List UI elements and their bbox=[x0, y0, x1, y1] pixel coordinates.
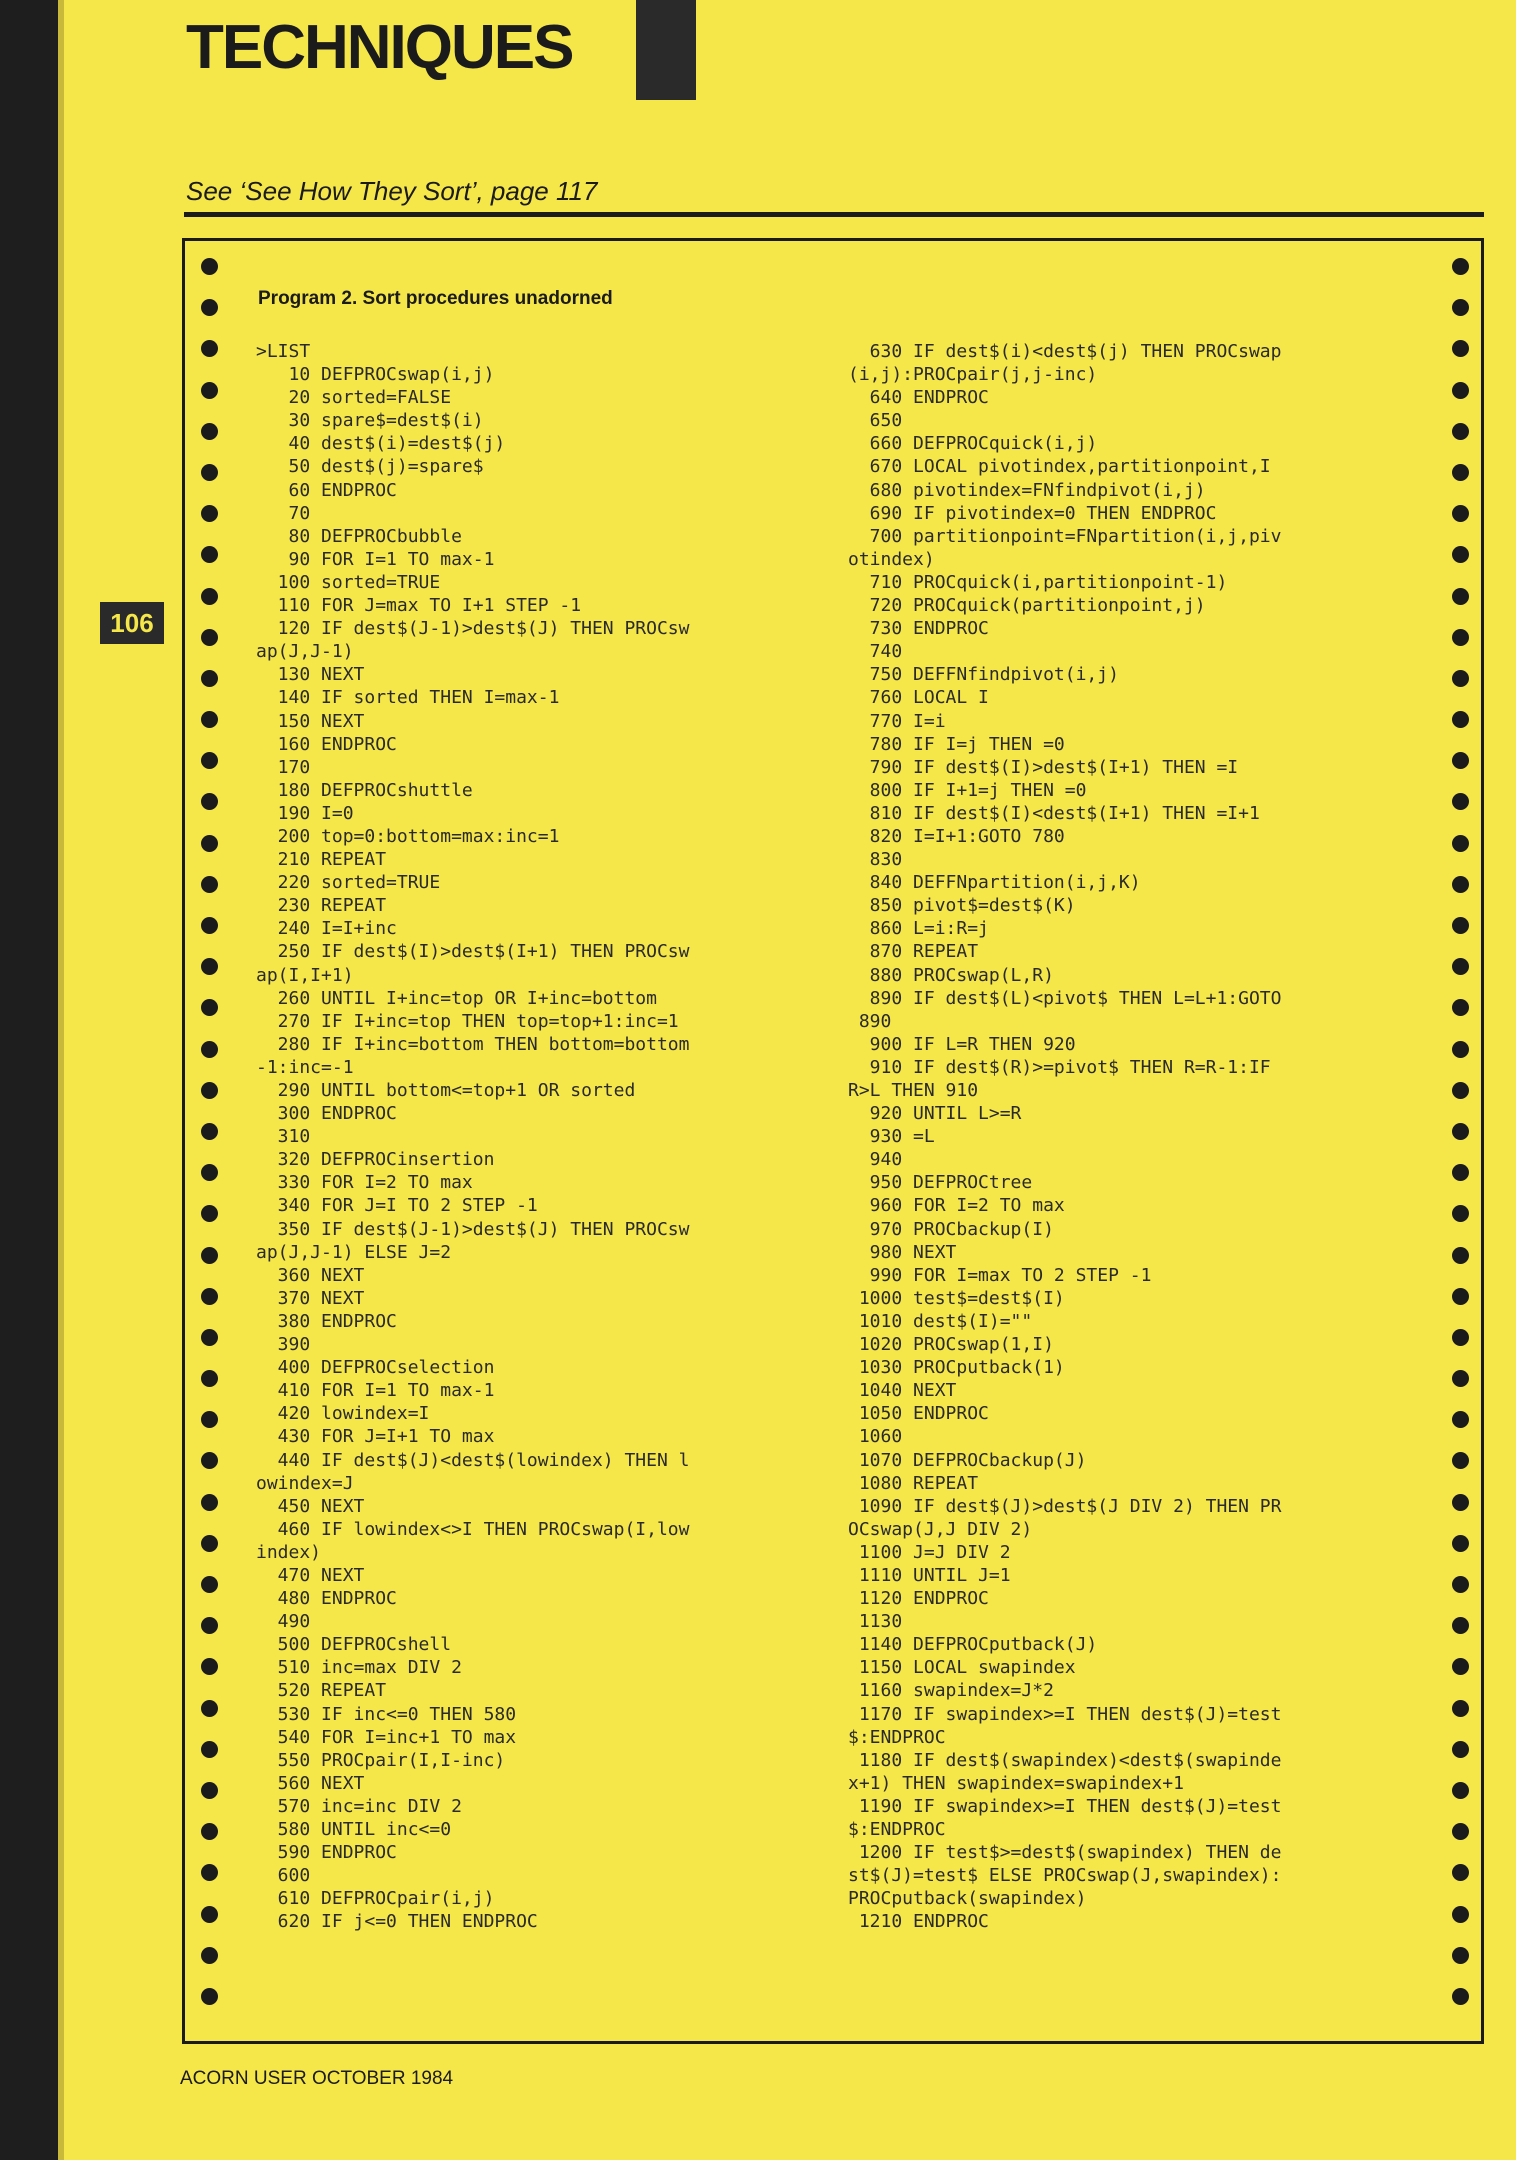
code-line: 210 REPEAT bbox=[256, 849, 387, 871]
program-title: Program 2. Sort procedures unadorned bbox=[258, 288, 613, 309]
code-line: PROCputback(swapindex) bbox=[848, 1888, 1087, 1910]
listing-left-column bbox=[256, 340, 689, 1933]
code-line: 100 sorted=TRUE bbox=[256, 571, 441, 593]
listing-right-column bbox=[848, 340, 1281, 1933]
tractor-hole bbox=[1452, 1823, 1469, 1840]
code-line: 920 UNTIL L>=R bbox=[848, 1103, 1022, 1125]
code-line: 290 UNTIL bottom<=top+1 OR sorted bbox=[256, 1080, 636, 1101]
code-line: 10 DEFPROCswap(i,j) bbox=[256, 364, 495, 386]
book-spine bbox=[0, 0, 58, 2160]
tractor-hole bbox=[1452, 258, 1469, 275]
tractor-hole bbox=[201, 546, 218, 563]
code-line: 690 IF pivotindex=0 THEN ENDPROC bbox=[848, 502, 1217, 524]
code-line: 510 inc=max DIV 2 bbox=[256, 1657, 462, 1679]
code-line: 60 ENDPROC bbox=[256, 479, 397, 501]
tractor-hole bbox=[201, 1864, 218, 1881]
code-line: 470 NEXT bbox=[256, 1564, 365, 1586]
code-line: 890 bbox=[848, 1010, 892, 1032]
code-line: 1120 ENDPROC bbox=[848, 1588, 989, 1610]
tractor-hole bbox=[201, 793, 218, 810]
tractor-hole bbox=[201, 423, 218, 440]
code-line: 970 PROCbackup(I) bbox=[848, 1218, 1054, 1240]
code-line: 1000 test$=dest$(I) bbox=[848, 1287, 1065, 1309]
tractor-hole bbox=[1452, 1452, 1469, 1469]
code-line: 1100 J=J DIV 2 bbox=[848, 1541, 1011, 1563]
header-rule bbox=[184, 212, 1484, 217]
code-line: 520 REPEAT bbox=[256, 1680, 387, 1702]
page-number-tab: 106 bbox=[100, 602, 164, 644]
tractor-hole bbox=[1452, 1864, 1469, 1881]
code-line: 400 DEFPROCselection bbox=[256, 1357, 495, 1379]
tractor-hole bbox=[1452, 505, 1469, 522]
code-line: 950 DEFPROCtree bbox=[848, 1172, 1033, 1194]
tractor-hole bbox=[201, 1205, 218, 1222]
code-line: 660 DEFPROCquick(i,j) bbox=[848, 433, 1098, 455]
code-line: st$(J)=test$ ELSE PROCswap(J,swapindex): bbox=[848, 1865, 1282, 1887]
tractor-hole bbox=[1452, 835, 1469, 852]
code-line: 890 IF dest$(L)<pivot$ THEN L=L+1:GOTO bbox=[848, 987, 1282, 1009]
tractor-hole bbox=[1452, 423, 1469, 440]
code-line: (i,j):PROCpair(j,j-inc) bbox=[848, 364, 1098, 386]
code-line: 170 bbox=[256, 756, 311, 778]
code-line: 860 L=i:R=j bbox=[848, 918, 989, 940]
code-line: 430 FOR J=I+1 TO max bbox=[256, 1426, 495, 1448]
tractor-hole bbox=[201, 1370, 218, 1387]
code-line: 230 REPEAT bbox=[256, 895, 387, 917]
code-line: 280 IF I+inc=bottom THEN bottom=bottom bbox=[256, 1033, 690, 1055]
code-line: 410 FOR I=1 TO max-1 bbox=[256, 1380, 495, 1402]
code-line: 820 I=I+1:GOTO 780 bbox=[848, 825, 1065, 847]
code-line: 380 ENDPROC bbox=[256, 1310, 397, 1332]
tractor-hole bbox=[1452, 1041, 1469, 1058]
code-line: 190 I=0 bbox=[256, 802, 354, 824]
tractor-hole bbox=[201, 1576, 218, 1593]
code-line: 1070 DEFPROCbackup(J) bbox=[848, 1449, 1087, 1471]
code-line: 630 IF dest$(i)<dest$(j) THEN PROCswap bbox=[848, 341, 1282, 362]
tractor-holes-left bbox=[201, 258, 221, 2029]
code-line: 760 LOCAL I bbox=[848, 687, 989, 709]
tractor-hole bbox=[1452, 464, 1469, 481]
code-line: 250 IF dest$(I)>dest$(I+1) THEN PROCsw bbox=[256, 941, 690, 963]
tractor-hole bbox=[201, 1906, 218, 1923]
tractor-hole bbox=[1452, 1288, 1469, 1305]
tractor-hole bbox=[201, 382, 218, 399]
page-footer: ACORN USER OCTOBER 1984 bbox=[180, 2068, 454, 2089]
code-line: 1130 bbox=[848, 1611, 903, 1633]
code-line: x+1) THEN swapindex=swapindex+1 bbox=[848, 1772, 1184, 1794]
tractor-hole bbox=[1452, 1082, 1469, 1099]
code-line: 270 IF I+inc=top THEN top=top+1:inc=1 bbox=[256, 1010, 679, 1032]
tractor-hole bbox=[201, 958, 218, 975]
code-line: 490 bbox=[256, 1611, 311, 1633]
code-line: 750 DEFFNfindpivot(i,j) bbox=[848, 664, 1119, 686]
code-line: 960 FOR I=2 TO max bbox=[848, 1195, 1065, 1217]
tractor-hole bbox=[201, 1741, 218, 1758]
code-line: $:ENDPROC bbox=[848, 1726, 946, 1748]
tractor-hole bbox=[201, 835, 218, 852]
tractor-hole bbox=[1452, 793, 1469, 810]
code-line: 940 bbox=[848, 1149, 903, 1171]
tractor-hole bbox=[1452, 382, 1469, 399]
code-line: 770 I=i bbox=[848, 710, 946, 732]
code-line: 1090 IF dest$(J)>dest$(J DIV 2) THEN PR bbox=[848, 1495, 1282, 1517]
tractor-hole bbox=[201, 588, 218, 605]
code-line: 130 NEXT bbox=[256, 664, 365, 686]
tractor-hole bbox=[1452, 917, 1469, 934]
code-line: 590 ENDPROC bbox=[256, 1842, 397, 1864]
tractor-hole bbox=[201, 1823, 218, 1840]
code-line: 620 IF j<=0 THEN ENDPROC bbox=[256, 1911, 538, 1933]
tractor-hole bbox=[1452, 876, 1469, 893]
code-line: 980 NEXT bbox=[848, 1241, 957, 1263]
code-line: 850 pivot$=dest$(K) bbox=[848, 895, 1076, 917]
tractor-hole bbox=[201, 464, 218, 481]
code-line: ap(J,J-1) bbox=[256, 641, 354, 663]
code-line: 90 FOR I=1 TO max-1 bbox=[256, 548, 495, 570]
code-line: 390 bbox=[256, 1334, 311, 1356]
tractor-holes-right bbox=[1452, 258, 1472, 2029]
code-line: 370 NEXT bbox=[256, 1287, 365, 1309]
code-line: 20 sorted=FALSE bbox=[256, 387, 452, 409]
code-line: ap(I,I+1) bbox=[256, 964, 354, 986]
tractor-hole bbox=[201, 1411, 218, 1428]
tractor-hole bbox=[1452, 340, 1469, 357]
tractor-hole bbox=[201, 1494, 218, 1511]
code-line: otindex) bbox=[848, 548, 935, 570]
code-line: 240 I=I+inc bbox=[256, 918, 397, 940]
tractor-hole bbox=[201, 1535, 218, 1552]
code-line: 1140 DEFPROCputback(J) bbox=[848, 1634, 1098, 1656]
tractor-hole bbox=[1452, 1535, 1469, 1552]
tractor-hole bbox=[1452, 1247, 1469, 1264]
code-line: 310 bbox=[256, 1126, 311, 1148]
tractor-hole bbox=[1452, 1741, 1469, 1758]
code-line: 1060 bbox=[848, 1426, 903, 1448]
tractor-hole bbox=[1452, 1700, 1469, 1717]
tractor-hole bbox=[201, 1658, 218, 1675]
code-line: 150 NEXT bbox=[256, 710, 365, 732]
code-line: 900 IF L=R THEN 920 bbox=[848, 1033, 1076, 1055]
code-line: owindex=J bbox=[256, 1472, 354, 1494]
code-line: 70 bbox=[256, 502, 311, 524]
code-line: 710 PROCquick(i,partitionpoint-1) bbox=[848, 571, 1228, 593]
code-line: 450 NEXT bbox=[256, 1495, 365, 1517]
tractor-hole bbox=[1452, 1658, 1469, 1675]
code-line: >LIST bbox=[256, 341, 311, 362]
code-line: 110 FOR J=max TO I+1 STEP -1 bbox=[256, 595, 582, 617]
code-line: 50 dest$(j)=spare$ bbox=[256, 456, 484, 478]
code-line: 1180 IF dest$(swapindex)<dest$(swapinde bbox=[848, 1749, 1282, 1771]
code-line: 640 ENDPROC bbox=[848, 387, 989, 409]
code-line: 800 IF I+1=j THEN =0 bbox=[848, 779, 1087, 801]
code-line: 810 IF dest$(I)<dest$(I+1) THEN =I+1 bbox=[848, 802, 1260, 824]
tractor-hole bbox=[201, 1288, 218, 1305]
code-line: 670 LOCAL pivotindex,partitionpoint,I bbox=[848, 456, 1271, 478]
code-line: 990 FOR I=max TO 2 STEP -1 bbox=[848, 1264, 1152, 1286]
code-line: 840 DEFFNpartition(i,j,K) bbox=[848, 872, 1141, 894]
tractor-hole bbox=[1452, 1782, 1469, 1799]
code-line: 30 spare$=dest$(i) bbox=[256, 410, 484, 432]
code-line: 1200 IF test$>=dest$(swapindex) THEN de bbox=[848, 1842, 1282, 1864]
tractor-hole bbox=[1452, 752, 1469, 769]
code-line: 790 IF dest$(I)>dest$(I+1) THEN =I bbox=[848, 756, 1239, 778]
tractor-hole bbox=[1452, 958, 1469, 975]
title-block-decoration bbox=[636, 0, 696, 100]
code-line: 80 DEFPROCbubble bbox=[256, 525, 462, 547]
code-line: -1:inc=-1 bbox=[256, 1056, 354, 1078]
tractor-hole bbox=[201, 1452, 218, 1469]
tractor-hole bbox=[1452, 1164, 1469, 1181]
tractor-hole bbox=[201, 917, 218, 934]
code-line: 870 REPEAT bbox=[848, 941, 979, 963]
code-line: 610 DEFPROCpair(i,j) bbox=[256, 1888, 495, 1910]
code-line: 1170 IF swapindex>=I THEN dest$(J)=test bbox=[848, 1703, 1282, 1725]
code-line: 480 ENDPROC bbox=[256, 1588, 397, 1610]
code-line: 910 IF dest$(R)>=pivot$ THEN R=R-1:IF bbox=[848, 1056, 1271, 1078]
code-line: 740 bbox=[848, 641, 903, 663]
tractor-hole bbox=[1452, 1123, 1469, 1140]
code-line: 1010 dest$(I)="" bbox=[848, 1310, 1033, 1332]
tractor-hole bbox=[201, 340, 218, 357]
code-line: 160 ENDPROC bbox=[256, 733, 397, 755]
code-line: 1150 LOCAL swapindex bbox=[848, 1657, 1076, 1679]
tractor-hole bbox=[1452, 1329, 1469, 1346]
code-line: 680 pivotindex=FNfindpivot(i,j) bbox=[848, 479, 1206, 501]
code-line: 930 =L bbox=[848, 1126, 935, 1148]
code-line: 600 bbox=[256, 1865, 311, 1887]
code-line: 730 ENDPROC bbox=[848, 618, 989, 640]
tractor-hole bbox=[201, 1947, 218, 1964]
code-line: 700 partitionpoint=FNpartition(i,j,piv bbox=[848, 525, 1282, 547]
code-line: 830 bbox=[848, 849, 903, 871]
tractor-hole bbox=[1452, 1370, 1469, 1387]
tractor-hole bbox=[201, 1700, 218, 1717]
tractor-hole bbox=[1452, 711, 1469, 728]
code-line: 1020 PROCswap(1,I) bbox=[848, 1334, 1054, 1356]
code-line: 550 PROCpair(I,I-inc) bbox=[256, 1749, 506, 1771]
code-line: 1160 swapindex=J*2 bbox=[848, 1680, 1054, 1702]
tractor-hole bbox=[1452, 1411, 1469, 1428]
code-line: OCswap(J,J DIV 2) bbox=[848, 1518, 1033, 1540]
tractor-hole bbox=[201, 299, 218, 316]
tractor-hole bbox=[1452, 1617, 1469, 1634]
code-line: 260 UNTIL I+inc=top OR I+inc=bottom bbox=[256, 987, 657, 1009]
tractor-hole bbox=[201, 1988, 218, 2005]
tractor-hole bbox=[1452, 1947, 1469, 1964]
code-line: 580 UNTIL inc<=0 bbox=[256, 1819, 452, 1840]
code-line: 330 FOR I=2 TO max bbox=[256, 1172, 473, 1194]
code-line: ap(J,J-1) ELSE J=2 bbox=[256, 1241, 452, 1263]
tractor-hole bbox=[1452, 588, 1469, 605]
tractor-hole bbox=[201, 1617, 218, 1634]
code-line: 120 IF dest$(J-1)>dest$(J) THEN PROCsw bbox=[256, 618, 690, 640]
code-line: 880 PROCswap(L,R) bbox=[848, 964, 1054, 986]
tractor-hole bbox=[201, 258, 218, 275]
code-line: 40 dest$(i)=dest$(j) bbox=[256, 433, 506, 455]
tractor-hole bbox=[201, 711, 218, 728]
tractor-hole bbox=[1452, 670, 1469, 687]
see-reference: See ‘See How They Sort’, page 117 bbox=[186, 176, 598, 206]
section-title: TECHNIQUES bbox=[186, 13, 573, 82]
code-line: 1050 ENDPROC bbox=[848, 1403, 989, 1425]
code-line: 460 IF lowindex<>I THEN PROCswap(I,low bbox=[256, 1518, 690, 1540]
tractor-hole bbox=[201, 1164, 218, 1181]
code-line: 300 ENDPROC bbox=[256, 1103, 397, 1125]
code-line: 320 DEFPROCinsertion bbox=[256, 1149, 495, 1171]
code-line: 780 IF I=j THEN =0 bbox=[848, 733, 1065, 755]
tractor-hole bbox=[1452, 1988, 1469, 2005]
code-line: 220 sorted=TRUE bbox=[256, 872, 441, 894]
tractor-hole bbox=[1452, 629, 1469, 646]
tractor-hole bbox=[201, 629, 218, 646]
tractor-hole bbox=[201, 752, 218, 769]
code-line: 570 inc=inc DIV 2 bbox=[256, 1795, 462, 1817]
code-line: 1040 NEXT bbox=[848, 1380, 957, 1402]
tractor-hole bbox=[201, 670, 218, 687]
tractor-hole bbox=[201, 999, 218, 1016]
tractor-hole bbox=[1452, 546, 1469, 563]
code-line: 540 FOR I=inc+1 TO max bbox=[256, 1726, 517, 1748]
code-line: 1190 IF swapindex>=I THEN dest$(J)=test bbox=[848, 1795, 1282, 1817]
code-line: 360 NEXT bbox=[256, 1264, 365, 1286]
tractor-hole bbox=[1452, 1494, 1469, 1511]
tractor-hole bbox=[201, 1123, 218, 1140]
code-line: 500 DEFPROCshell bbox=[256, 1634, 452, 1656]
tractor-hole bbox=[201, 1247, 218, 1264]
tractor-hole bbox=[201, 505, 218, 522]
code-line: $:ENDPROC bbox=[848, 1819, 946, 1840]
code-line: 340 FOR J=I TO 2 STEP -1 bbox=[256, 1195, 538, 1217]
tractor-hole bbox=[201, 1782, 218, 1799]
code-line: 440 IF dest$(J)<dest$(lowindex) THEN l bbox=[256, 1449, 690, 1471]
code-line: 530 IF inc<=0 THEN 580 bbox=[256, 1703, 517, 1725]
code-line: 560 NEXT bbox=[256, 1772, 365, 1794]
page-edge bbox=[58, 0, 64, 2160]
tractor-hole bbox=[201, 1329, 218, 1346]
tractor-hole bbox=[1452, 1576, 1469, 1593]
code-line: 1030 PROCputback(1) bbox=[848, 1357, 1065, 1379]
code-line: 350 IF dest$(J-1)>dest$(J) THEN PROCsw bbox=[256, 1218, 690, 1240]
code-line: R>L THEN 910 bbox=[848, 1080, 979, 1101]
code-line: 420 lowindex=I bbox=[256, 1403, 430, 1425]
tractor-hole bbox=[201, 1082, 218, 1099]
code-line: 140 IF sorted THEN I=max-1 bbox=[256, 687, 560, 709]
code-line: 180 DEFPROCshuttle bbox=[256, 779, 473, 801]
tractor-hole bbox=[1452, 1205, 1469, 1222]
code-line: 1080 REPEAT bbox=[848, 1472, 979, 1494]
code-line: 200 top=0:bottom=max:inc=1 bbox=[256, 825, 560, 847]
tractor-hole bbox=[201, 1041, 218, 1058]
code-line: 720 PROCquick(partitionpoint,j) bbox=[848, 595, 1206, 617]
tractor-hole bbox=[201, 876, 218, 893]
code-line: index) bbox=[256, 1541, 322, 1563]
tractor-hole bbox=[1452, 299, 1469, 316]
tractor-hole bbox=[1452, 1906, 1469, 1923]
code-line: 1110 UNTIL J=1 bbox=[848, 1564, 1011, 1586]
code-line: 1210 ENDPROC bbox=[848, 1911, 989, 1933]
code-line: 650 bbox=[848, 410, 903, 432]
tractor-hole bbox=[1452, 999, 1469, 1016]
